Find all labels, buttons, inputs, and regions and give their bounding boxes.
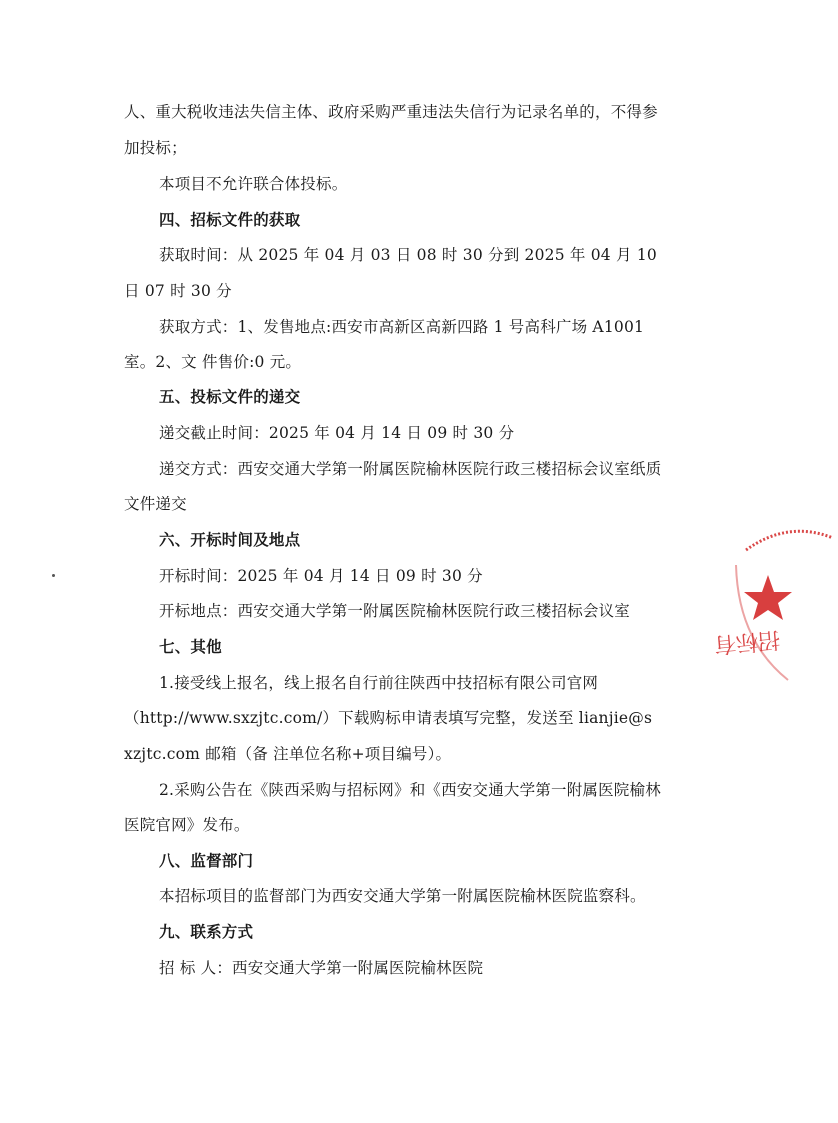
paragraph-line: 获取方式：1、发售地点:西安市高新区高新四路 1 号高科广场 A1001	[159, 318, 645, 336]
paragraph-line: 招 标 人：西安交通大学第一附属医院榆林医院	[159, 959, 484, 977]
paragraph-line: 人、重大税收违法失信主体、政府采购严重违法失信行为记录名单的，不得参	[124, 103, 658, 121]
scan-speck	[52, 574, 55, 577]
paragraph-line: 室。2、文 件售价:0 元。	[124, 353, 302, 371]
paragraph-line: 开标时间：2025 年 04 月 14 日 09 时 30 分	[159, 567, 483, 585]
section-heading-9: 九、联系方式	[159, 922, 254, 941]
paragraph-line: 2.采购公告在《陕西采购与招标网》和《西安交通大学第一附属医院榆林	[159, 781, 661, 799]
paragraph-line: 日 07 时 30 分	[124, 282, 232, 300]
section-heading-7: 七、其他	[159, 637, 222, 656]
paragraph-line: 获取时间：从 2025 年 04 月 03 日 08 时 30 分到 2025 年 04 月 10	[159, 246, 657, 264]
section-heading-4: 四、招标文件的获取	[159, 210, 301, 229]
seal-text: 招标有	[713, 626, 781, 657]
paragraph-line: xzjtc.com 邮箱（备 注单位名称+项目编号）。	[124, 745, 452, 763]
paragraph-line: 医院官网》发布。	[124, 816, 250, 834]
section-heading-8: 八、监督部门	[159, 851, 254, 870]
seal-star-icon	[744, 575, 792, 620]
paragraph-line: 开标地点：西安交通大学第一附属医院榆林医院行政三楼招标会议室	[159, 602, 631, 620]
section-heading-5: 五、投标文件的递交	[159, 387, 301, 406]
paragraph-line: 1.接受线上报名，线上报名自行前往陕西中技招标有限公司官网	[159, 674, 599, 692]
paragraph-line: 本项目不允许联合体投标。	[159, 175, 348, 193]
paragraph-line: 本招标项目的监督部门为西安交通大学第一附属医院榆林医院监察科。	[159, 887, 646, 905]
paragraph-line: 文件递交	[124, 495, 187, 513]
paragraph-line: 递交截止时间：2025 年 04 月 14 日 09 时 30 分	[159, 424, 515, 442]
paragraph-line: 递交方式：西安交通大学第一附属医院榆林医院行政三楼招标会议室纸质	[159, 460, 662, 478]
official-seal-stamp	[713, 520, 838, 690]
paragraph-line: （http://www.sxzjtc.com/）下载购标申请表填写完整，发送至 lianjie@s	[124, 709, 653, 727]
section-heading-6: 六、开标时间及地点	[159, 530, 301, 549]
paragraph-line: 加投标；	[124, 139, 187, 157]
